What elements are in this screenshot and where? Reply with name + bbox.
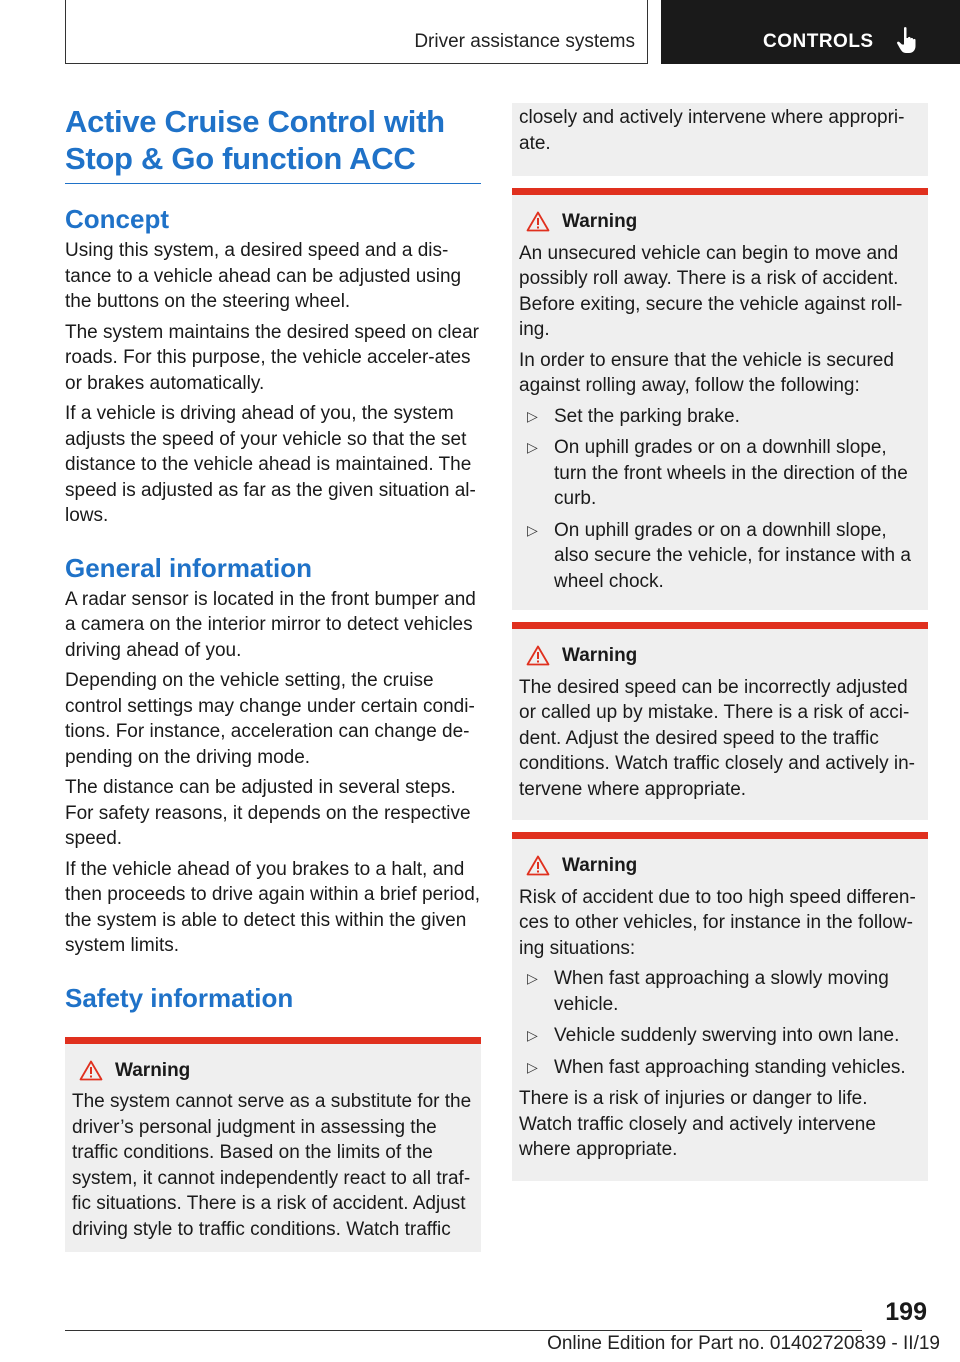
concept-paragraph: Using this system, a desired speed and a dis‐tance to a vehicle ahead can be adjusted using the buttons on the steering wheel. bbox=[65, 240, 462, 312]
warning-continuation-text: closely and actively intervene where appropri‐ate. bbox=[519, 107, 905, 154]
concept-paragraph: If a vehicle is driving ahead of you, the system adjusts the speed of your vehicle so that the set distance to the vehicle ahead is maintained. The speed is adjusted as far as the given situation al‐lows. bbox=[65, 403, 476, 526]
warning-box bbox=[512, 622, 928, 820]
bullet-list bbox=[519, 966, 921, 1080]
warning-label: Warning bbox=[562, 855, 638, 876]
concept-paragraph: The system maintains the desired speed on clear roads. For this purpose, the vehicle acceler‐ates or brakes automatically. bbox=[65, 321, 479, 394]
general-paragraph: The distance can be adjusted in several steps. For safety reasons, it depends on the respective speed. bbox=[65, 777, 471, 849]
warning-triangle-icon bbox=[79, 1060, 103, 1081]
right-column bbox=[512, 103, 928, 1181]
header-section-title: Driver assistance systems bbox=[414, 31, 635, 52]
general-information-heading: General information bbox=[65, 552, 313, 583]
warning-text: An unsecured vehicle can begin to move and possibly roll away. There is a risk of accident. Before exiting, secure the vehicle against roll‐ing. bbox=[519, 242, 903, 340]
concept-heading: Concept bbox=[65, 204, 169, 234]
page-title: Active Cruise Control with Stop & Go function ACC bbox=[65, 103, 481, 184]
list-item: ▷ Vehicle suddenly swerving into own lane. bbox=[519, 1023, 921, 1049]
list-item: ▷ On uphill grades or on a downhill slope, also secure the vehicle, for instance with a wheel chock. bbox=[527, 519, 911, 592]
list-item: ▷ When fast approaching a slowly moving vehicle. bbox=[527, 968, 889, 1015]
bullet-list bbox=[519, 404, 921, 595]
warning-text: Risk of accident due to too high speed differen‐ces to other vehicles, for instance in the follow‐ing situations: bbox=[519, 886, 916, 959]
warning-triangle-icon bbox=[526, 855, 550, 876]
footer-divider bbox=[65, 1330, 862, 1331]
warning-continuation-box bbox=[512, 103, 928, 176]
list-item: ▷ On uphill grades or on a downhill slope, turn the front wheels in the direction of the curb. bbox=[527, 437, 908, 509]
pointing-hand-icon bbox=[895, 26, 919, 54]
warning-text: There is a risk of injuries or danger to life. Watch traffic closely and actively intervene where appropriate. bbox=[519, 1088, 876, 1160]
bullet-triangle-icon: ▷ bbox=[527, 1027, 538, 1043]
warning-text: In order to ensure that the vehicle is secured against rolling away, follow the following: bbox=[519, 349, 894, 396]
header-chapter-label: CONTROLS bbox=[763, 31, 874, 52]
edition-note: Online Edition for Part no. 01402720839 - II/19 bbox=[547, 1333, 940, 1354]
general-paragraph: Depending on the vehicle setting, the cruise control settings may change under certain condi‐tions. For instance, acceleration can change de‐pending on the driving mode. bbox=[65, 670, 475, 768]
bullet-triangle-icon: ▷ bbox=[527, 970, 538, 986]
warning-box bbox=[65, 1037, 481, 1253]
page-number: 199 bbox=[885, 1298, 927, 1326]
warning-text: The desired speed can be incorrectly adjusted or called up by mistake. There is a risk of acci‐dent. Adjust the desired speed to the traffic conditions. Watch traffic closely and actively in‐tervene where appropriate. bbox=[519, 676, 916, 800]
list-item: ▷ When fast approaching standing vehicles. bbox=[519, 1055, 921, 1081]
left-column bbox=[65, 103, 481, 1252]
warning-label: Warning bbox=[562, 211, 638, 232]
header-chapter-tab bbox=[661, 0, 960, 64]
bullet-triangle-icon: ▷ bbox=[527, 521, 538, 538]
warning-label: Warning bbox=[562, 645, 638, 666]
warning-triangle-icon bbox=[526, 211, 550, 232]
warning-label: Warning bbox=[115, 1059, 191, 1081]
bullet-triangle-icon: ▷ bbox=[527, 407, 538, 424]
warning-text: The system cannot serve as a substitute for the driver’s personal judgment in assessing the traffic conditions. Based on the limits of the system, it cannot independently react to all traf‐fic situations. There is a risk of accident. Adjust driving style to traffic conditions. Watch traffic bbox=[72, 1091, 472, 1240]
warning-box bbox=[512, 832, 928, 1181]
general-paragraph: A radar sensor is located in the front bumper and a camera on the interior mirror to detect vehicles driving ahead of you. bbox=[65, 588, 476, 661]
header-section-box bbox=[65, 0, 648, 64]
safety-information-heading: Safety information bbox=[65, 982, 294, 1013]
bullet-triangle-icon: ▷ bbox=[527, 439, 538, 455]
warning-triangle-icon bbox=[526, 645, 550, 666]
list-item: ▷ Set the parking brake. bbox=[519, 404, 921, 430]
bullet-triangle-icon: ▷ bbox=[527, 1058, 538, 1075]
general-paragraph: If the vehicle ahead of you brakes to a halt, and then proceeds to drive again within a brief period, the system is able to detect this within the given system limits. bbox=[65, 858, 481, 956]
warning-box bbox=[512, 188, 928, 610]
